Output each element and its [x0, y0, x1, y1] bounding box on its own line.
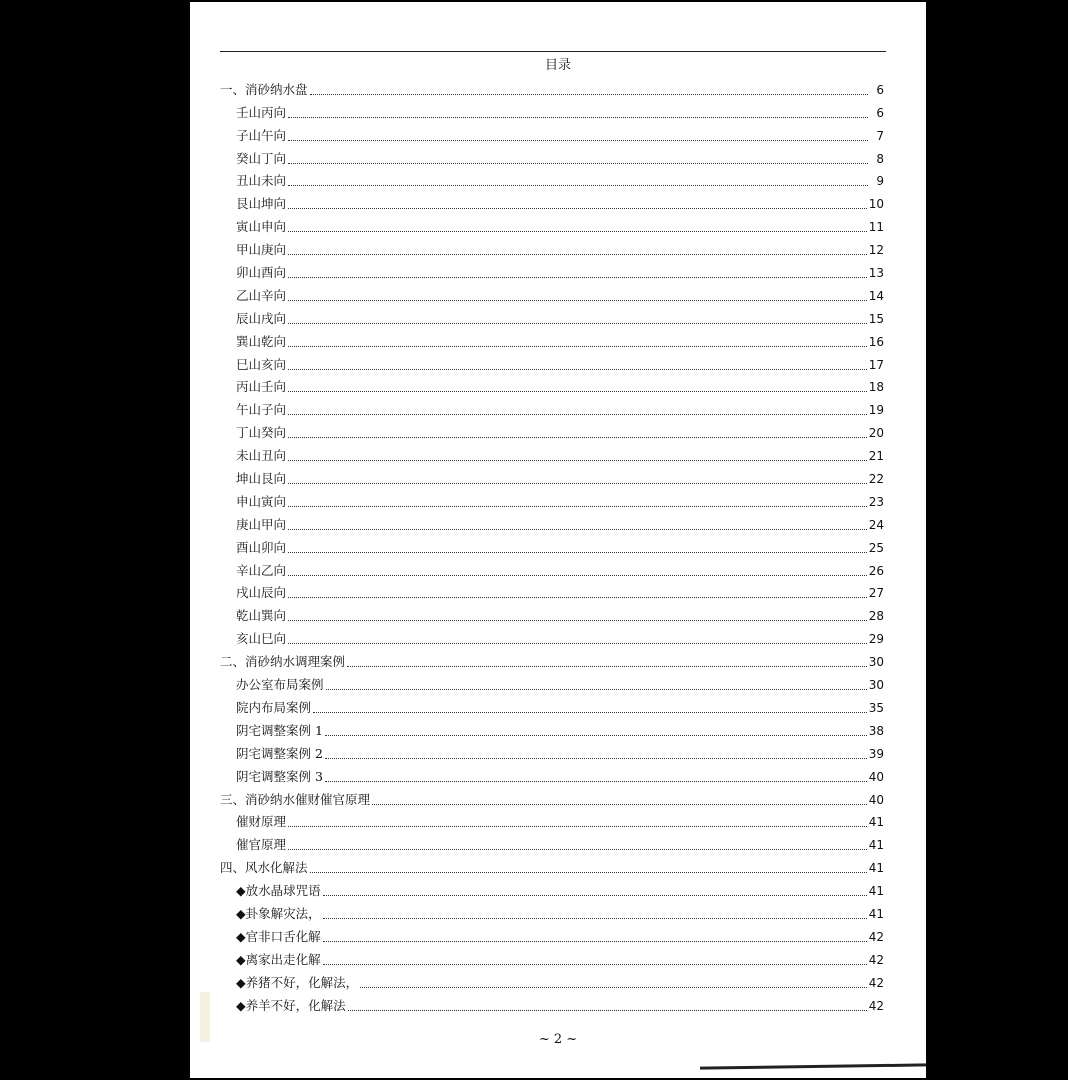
toc-entry-label: 酉山卯向 [236, 539, 287, 555]
toc-entry-page: 39 [868, 746, 884, 761]
dot-leader [288, 163, 868, 164]
toc-entry-label: 院内布局案例 [236, 699, 312, 715]
toc-entry-label: 申山寅向 [236, 493, 287, 509]
toc-entry-page: 41 [868, 815, 884, 830]
toc-entry-label: 阴宅调整案例 2 [236, 745, 323, 761]
toc-entry [220, 900, 884, 923]
toc-entry-label: 卯山酉向 [236, 265, 287, 281]
toc-entry [220, 282, 884, 305]
dot-leader [288, 826, 867, 827]
toc-entry-label: 艮山坤向 [236, 196, 287, 212]
toc-section-entry [220, 854, 884, 877]
toc-entry-page: 40 [868, 792, 884, 807]
toc-entry-page: 26 [868, 563, 884, 578]
toc-entry-label: 午山子向 [236, 402, 287, 418]
toc-entry [220, 992, 884, 1015]
toc-entry-label: 寅山申向 [236, 219, 287, 235]
toc-entry [220, 374, 884, 397]
toc-entry [220, 259, 884, 282]
toc-entry-label: 子山午向 [236, 127, 287, 143]
dot-leader [347, 666, 867, 667]
toc-entry-page: 42 [868, 975, 884, 990]
toc-entry-label: ◆卦象解灾法， [236, 905, 321, 921]
toc-entry [220, 969, 884, 992]
toc-entry-page: 17 [868, 357, 884, 372]
dot-leader [288, 391, 867, 392]
dot-leader [360, 987, 867, 988]
toc-entry-label: 办公室布局案例 [236, 677, 324, 693]
toc-entry [220, 763, 884, 786]
toc-section-entry [220, 786, 884, 809]
dot-leader [288, 117, 868, 118]
dot-leader [288, 346, 867, 347]
toc-entry-page: 24 [868, 517, 884, 532]
toc-entry-page: 23 [868, 494, 884, 509]
dot-leader [288, 643, 867, 644]
toc-entry-label: 亥山巳向 [236, 631, 287, 647]
toc-entry-label: 催财原理 [236, 814, 287, 830]
toc-entry-page: 8 [876, 151, 884, 166]
toc-entry-page: 25 [868, 540, 884, 555]
toc-entry-label: 巽山乾向 [236, 333, 287, 349]
toc-entry-page: 29 [868, 632, 884, 647]
toc-entry-page: 42 [868, 952, 884, 967]
toc-entry [220, 923, 884, 946]
dot-leader [323, 941, 867, 942]
toc-entry [220, 488, 884, 511]
dot-leader [325, 758, 867, 759]
toc-entry-page: 9 [876, 174, 884, 189]
toc-entry [220, 351, 884, 374]
dot-leader [313, 712, 867, 713]
toc-entry-page: 12 [868, 243, 884, 258]
toc-entry [220, 168, 884, 191]
toc-entry [220, 580, 884, 603]
toc-entry-page: 13 [868, 266, 884, 281]
dot-leader [323, 895, 867, 896]
toc-entry [220, 305, 884, 328]
dot-leader [325, 735, 867, 736]
toc-entry [220, 717, 884, 740]
toc-entry-label: 壬山丙向 [236, 104, 287, 120]
document-page [190, 2, 926, 1078]
dot-leader [288, 369, 867, 370]
toc-entry-page: 41 [868, 838, 884, 853]
toc-entry-page: 6 [876, 82, 884, 97]
toc-entry-label: 辰山戌向 [236, 310, 287, 326]
toc-entry-label: 癸山丁向 [236, 150, 287, 166]
toc-entry-page: 35 [868, 700, 884, 715]
dot-leader [288, 414, 867, 415]
dot-leader [288, 506, 867, 507]
dot-leader [288, 849, 867, 850]
table-of-contents [220, 76, 884, 1015]
toc-entry-label: ◆养羊不好，化解法 [236, 997, 346, 1013]
toc-entry-label: 乙山辛向 [236, 287, 287, 303]
dot-leader [323, 964, 867, 965]
toc-entry-page: 42 [868, 929, 884, 944]
toc-entry-page: 27 [868, 586, 884, 601]
dot-leader [288, 140, 868, 141]
dot-leader [288, 277, 867, 278]
toc-entry-page: 30 [868, 678, 884, 693]
toc-entry-label: 二、消砂纳水调理案例 [220, 654, 346, 670]
toc-entry-page: 41 [868, 884, 884, 899]
toc-entry-label: 丑山未向 [236, 173, 287, 189]
toc-entry [220, 396, 884, 419]
toc-entry-page: 42 [868, 998, 884, 1013]
toc-entry-page: 19 [868, 403, 884, 418]
toc-entry-page: 22 [868, 472, 884, 487]
toc-entry-label: 丙山壬向 [236, 379, 287, 395]
toc-entry [220, 671, 884, 694]
toc-section-entry [220, 76, 884, 99]
toc-entry-page: 20 [868, 426, 884, 441]
dot-leader [310, 94, 868, 95]
toc-entry [220, 625, 884, 648]
toc-entry-label: ◆放水晶球咒语 [236, 883, 321, 899]
toc-entry-label: 戌山辰向 [236, 585, 287, 601]
toc-entry-page: 21 [868, 449, 884, 464]
dot-leader [288, 552, 867, 553]
toc-entry-page: 30 [868, 655, 884, 670]
toc-entry-label: 三、消砂纳水催财催官原理 [220, 791, 371, 807]
toc-entry [220, 145, 884, 168]
dot-leader [310, 872, 867, 873]
toc-entry-label: 庚山甲向 [236, 516, 287, 532]
toc-entry-page: 10 [868, 197, 884, 212]
dot-leader [288, 597, 867, 598]
toc-entry [220, 236, 884, 259]
toc-entry-label: 阴宅调整案例 1 [236, 722, 323, 738]
toc-entry-page: 28 [868, 609, 884, 624]
toc-entry-label: 一、消砂纳水盘 [220, 81, 308, 97]
toc-entry [220, 534, 884, 557]
toc-entry [220, 213, 884, 236]
toc-entry [220, 557, 884, 580]
page-number: ~ 2 ~ [538, 1032, 578, 1047]
toc-entry-label: 四、风水化解法 [220, 860, 308, 876]
toc-section-entry [220, 648, 884, 671]
toc-entry-page: 38 [868, 723, 884, 738]
toc-entry [220, 946, 884, 969]
toc-entry-page: 15 [868, 311, 884, 326]
toc-entry-page: 11 [868, 220, 884, 235]
dot-leader [288, 300, 867, 301]
toc-entry-label: 乾山巽向 [236, 608, 287, 624]
page-edge-shadow [700, 1063, 926, 1069]
dot-leader [288, 460, 867, 461]
toc-entry [220, 190, 884, 213]
toc-entry [220, 877, 884, 900]
dot-leader [288, 323, 867, 324]
toc-entry [220, 328, 884, 351]
toc-entry-label: 催官原理 [236, 837, 287, 853]
dot-leader [288, 483, 867, 484]
toc-entry [220, 740, 884, 763]
toc-entry-label: 甲山庚向 [236, 242, 287, 258]
toc-entry [220, 831, 884, 854]
dot-leader [288, 529, 867, 530]
toc-entry-page: 7 [876, 128, 884, 143]
dot-leader [288, 208, 867, 209]
toc-entry [220, 419, 884, 442]
toc-title: 目录 [544, 58, 571, 73]
toc-entry-page: 14 [868, 288, 884, 303]
scan-stain [200, 992, 210, 1042]
toc-entry [220, 465, 884, 488]
toc-entry [220, 511, 884, 534]
toc-entry [220, 809, 884, 832]
dot-leader [288, 575, 867, 576]
toc-entry-page: 40 [868, 769, 884, 784]
toc-entry [220, 442, 884, 465]
header-rule [220, 51, 886, 52]
toc-entry-label: 丁山癸向 [236, 425, 287, 441]
dot-leader [325, 781, 867, 782]
toc-entry [220, 99, 884, 122]
toc-entry-label: 巳山亥向 [236, 356, 287, 372]
toc-entry-page: 16 [868, 334, 884, 349]
toc-entry [220, 122, 884, 145]
toc-entry-page: 41 [868, 906, 884, 921]
dot-leader [288, 437, 867, 438]
toc-entry-page: 41 [868, 861, 884, 876]
dot-leader [348, 1010, 867, 1011]
dot-leader [323, 918, 867, 919]
toc-entry-label: ◆养猪不好，化解法， [236, 974, 359, 990]
toc-entry-label: 未山丑向 [236, 448, 287, 464]
toc-entry [220, 694, 884, 717]
dot-leader [288, 231, 867, 232]
toc-entry-label: ◆官非口舌化解 [236, 928, 321, 944]
toc-entry-label: 坤山艮向 [236, 471, 287, 487]
toc-entry [220, 602, 884, 625]
dot-leader [288, 620, 867, 621]
toc-entry-label: 辛山乙向 [236, 562, 287, 578]
toc-entry-label: ◆离家出走化解 [236, 951, 321, 967]
dot-leader [288, 254, 867, 255]
dot-leader [288, 185, 868, 186]
dot-leader [326, 689, 867, 690]
toc-entry-page: 6 [876, 105, 884, 120]
toc-entry-page: 18 [868, 380, 884, 395]
toc-entry-label: 阴宅调整案例 3 [236, 768, 323, 784]
dot-leader [372, 804, 867, 805]
